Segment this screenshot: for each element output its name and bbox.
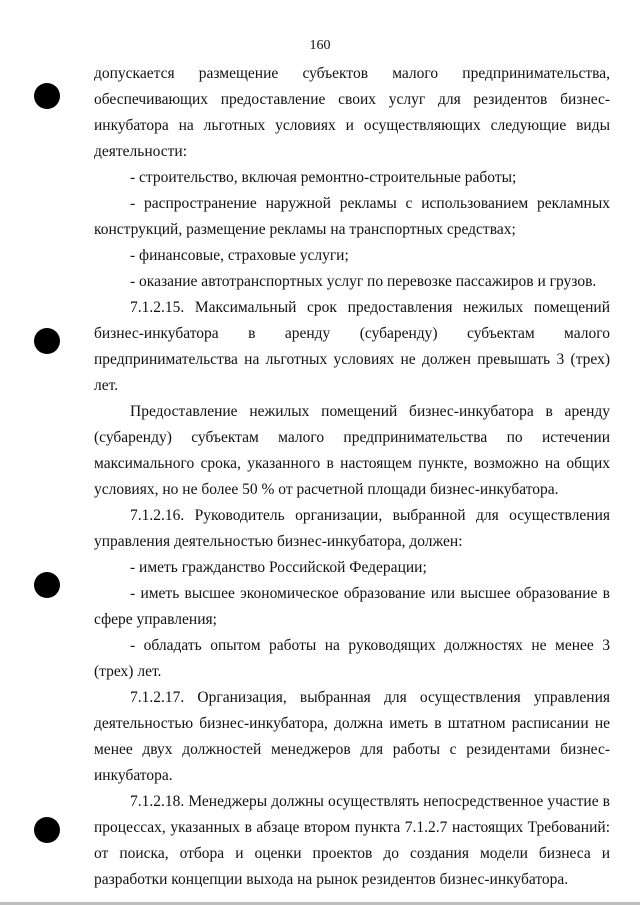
clause-7-1-2-18: 7.1.2.18. Менеджеры должны осуществлять непосредственное участие в процессах, указанных в абзаце втором пункта 7.1.2.7 настоящих Требований: от поиска, отбора и оценки проектов до создания модели бизнеса и разработки концепции выхода на рынок резидентов бизнес-инкубатора.	[94, 793, 610, 888]
list-item-citizenship: - иметь гражданство Российской Федерации;	[130, 559, 427, 576]
clause-7-1-2-17: 7.1.2.17. Организация, выбранная для осуществления управления деятельностью бизнес-инкубатора, должна иметь в штатном расписании не менее двух должностей менеджеров для работы с резидентами бизнес-инкубатора.	[94, 689, 610, 784]
list-item-financial: - финансовые, страховые услуги;	[130, 247, 349, 264]
page-number: 160	[309, 38, 331, 53]
clause-7-1-2-15: 7.1.2.15. Максимальный срок предоставления нежилых помещений бизнес-инкубатора в аренду (субаренду) субъектам малого предпринимательства на льготных условиях не должен превышать 3 (трех) лет.	[94, 299, 610, 394]
list-item-education: - иметь высшее экономическое образование или высшее образование в сфере управления;	[94, 585, 610, 628]
list-item-experience: - обладать опытом работы на руководящих должностях не менее 3 (трех) лет.	[94, 637, 610, 680]
document-body	[94, 61, 610, 893]
binder-hole-mark	[34, 83, 60, 109]
paragraph: Предоставление нежилых помещений бизнес-инкубатора в аренду (субаренду) субъектам малого предпринимательства по истечении максимального срока, указанного в настоящем пункте, возможно на общих условиях, но не более 50 % от расчетной площади бизнес-инкубатора.	[94, 403, 610, 498]
binder-hole-mark	[34, 328, 60, 354]
binder-hole-mark	[34, 572, 60, 598]
list-item-advertising: - распространение наружной рекламы с использованием рекламных конструкций, размещение рекламы на транспортных средствах;	[94, 195, 610, 238]
list-item-construction: - строительство, включая ремонтно-строительные работы;	[130, 169, 517, 186]
binder-hole-mark	[34, 817, 60, 843]
clause-7-1-2-16: 7.1.2.16. Руководитель организации, выбранной для осуществления управления деятельностью бизнес-инкубатора, должен:	[94, 507, 610, 550]
list-item-transport: - оказание автотранспортных услуг по перевозке пассажиров и грузов.	[130, 273, 597, 290]
paragraph: допускается размещение субъектов малого предпринимательства, обеспечивающих предоставление своих услуг для резидентов бизнес-инкубатора на льготных условиях и осуществляющих следующие виды деятельности:	[94, 65, 610, 160]
